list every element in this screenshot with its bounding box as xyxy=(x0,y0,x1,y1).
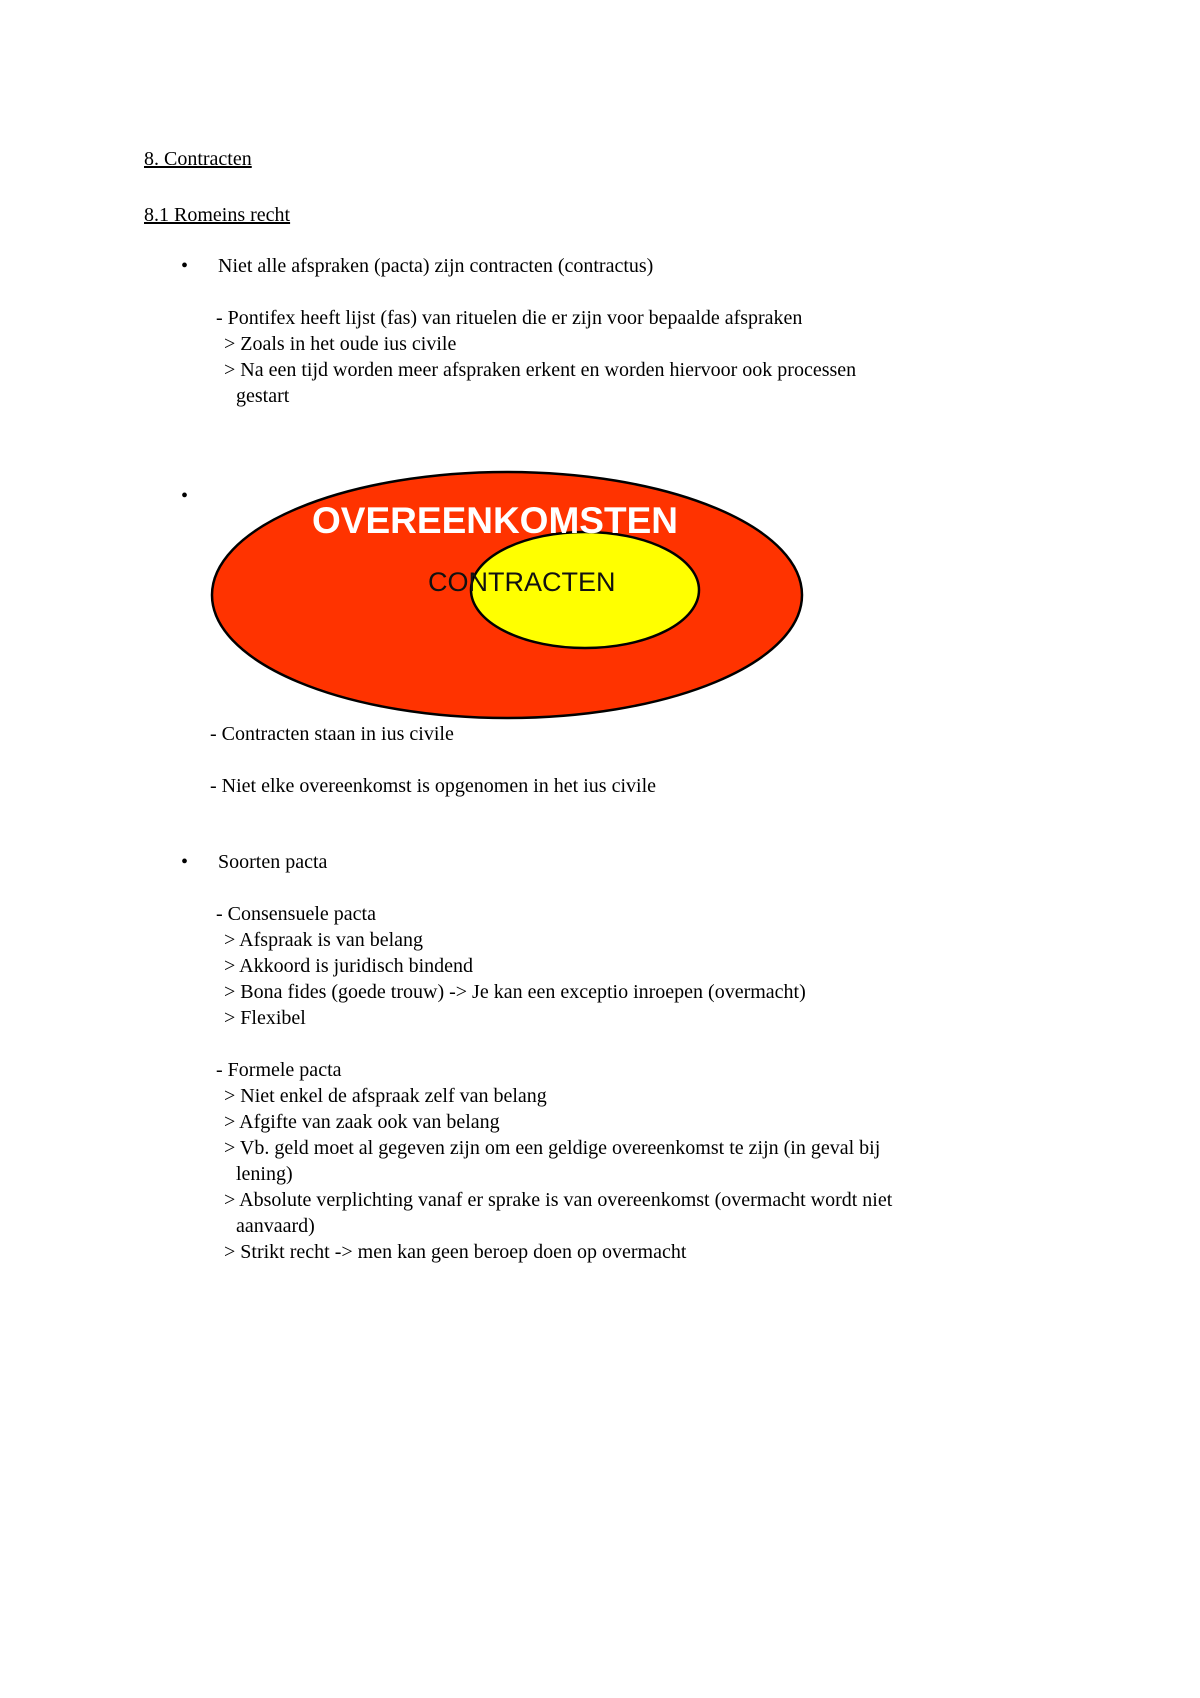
section-heading: 8. Contracten xyxy=(144,148,252,170)
list-line: - Niet elke overeenkomst is opgenomen in het ius civile xyxy=(210,775,656,797)
list-line: > Strikt recht -> men kan geen beroep doen op overmacht xyxy=(224,1241,687,1263)
list-line: > Bona fides (goede trouw) -> Je kan een exceptio inroepen (overmacht) xyxy=(224,981,806,1003)
list-line: - Pontifex heeft lijst (fas) van rituelen die er zijn voor bepaalde afspraken xyxy=(216,307,803,329)
list-line: > Afspraak is van belang xyxy=(224,929,424,951)
list-line: > Afgifte van zaak ook van belang xyxy=(224,1111,500,1133)
list-line: > Flexibel xyxy=(224,1007,306,1029)
list-line: > Zoals in het oude ius civile xyxy=(224,333,457,355)
venn-svg xyxy=(205,465,810,725)
overeenkomsten-label: OVEREENKOMSTEN xyxy=(312,500,678,541)
subsection-heading: 8.1 Romeins recht xyxy=(144,204,291,226)
list-line: > Vb. geld moet al gegeven zijn om een geldige overeenkomst te zijn (in geval bij xyxy=(224,1137,881,1159)
list-line: - Consensuele pacta xyxy=(216,903,376,925)
bullet-text: Soorten pacta xyxy=(218,851,328,873)
list-line: > Niet enkel de afspraak zelf van belang xyxy=(224,1085,547,1107)
list-line: aanvaard) xyxy=(236,1215,315,1237)
list-line: - Formele pacta xyxy=(216,1059,342,1081)
list-line: gestart xyxy=(236,385,290,407)
list-line: > Akkoord is juridisch bindend xyxy=(224,955,474,977)
contracten-label: CONTRACTEN xyxy=(428,567,616,597)
list-line: - Contracten staan in ius civile xyxy=(210,723,454,745)
bullet-marker: • xyxy=(181,851,189,873)
bullet-text: Niet alle afspraken (pacta) zijn contracten (contractus) xyxy=(218,255,654,277)
list-line: > Absolute verplichting vanaf er sprake is van overeenkomst (overmacht wordt niet xyxy=(224,1189,893,1211)
bullet-marker: • xyxy=(181,255,189,277)
list-line: lening) xyxy=(236,1163,293,1185)
bullet-marker: • xyxy=(181,485,189,507)
venn-diagram xyxy=(205,465,810,725)
list-line: > Na een tijd worden meer afspraken erkent en worden hiervoor ook processen xyxy=(224,359,857,381)
